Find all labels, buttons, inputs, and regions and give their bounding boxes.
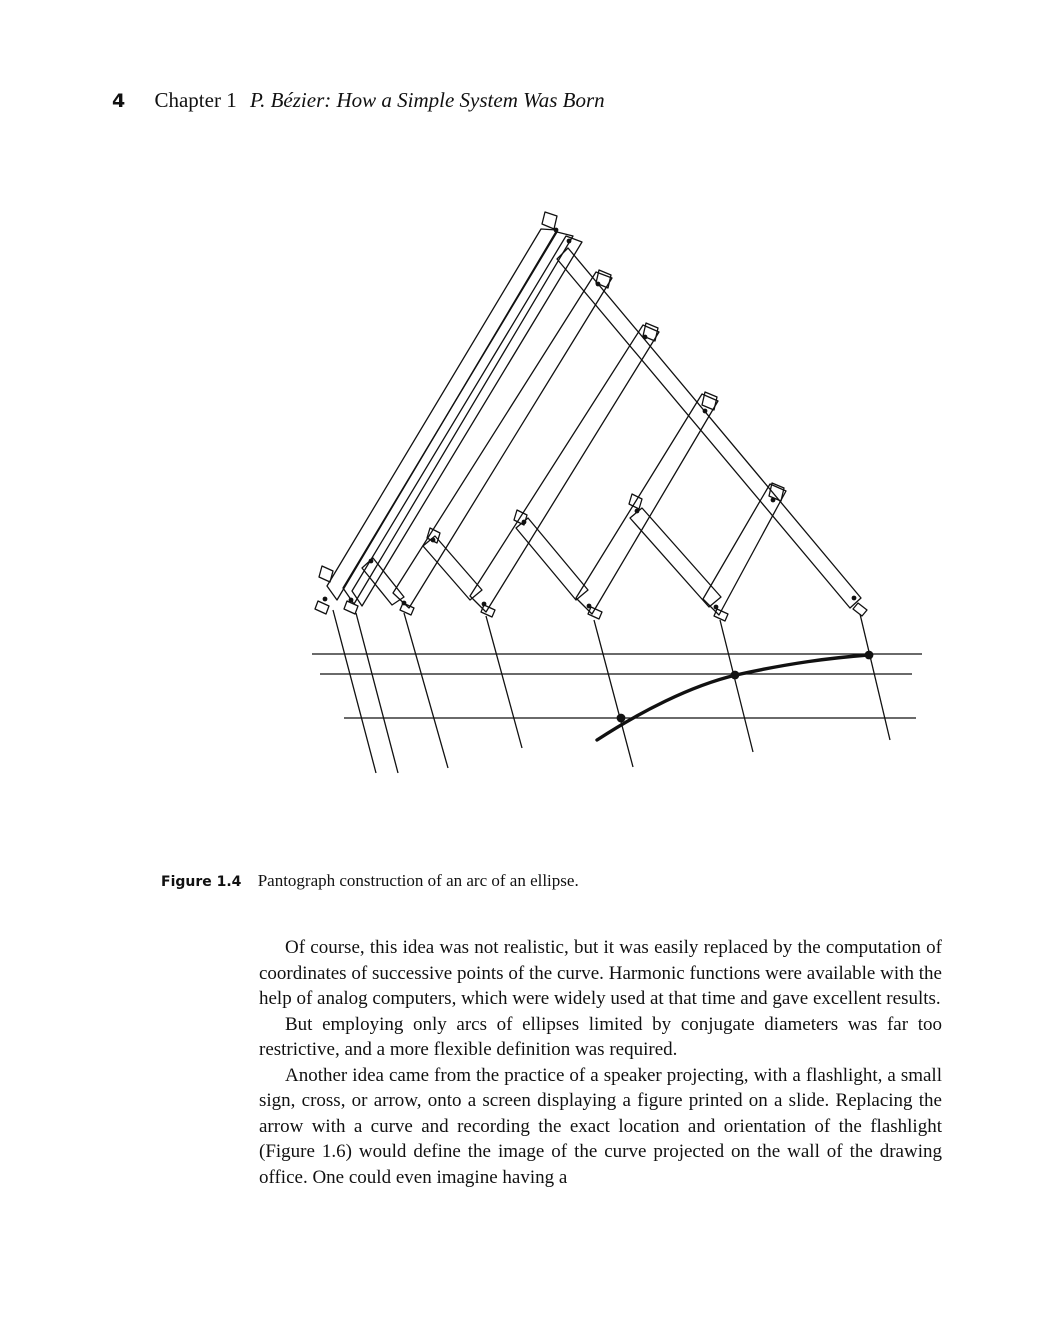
arc-point [865, 651, 874, 660]
projection-line [486, 616, 522, 748]
pantograph-link [516, 518, 588, 600]
hinge-dot [714, 605, 719, 610]
hinge-dot [703, 409, 708, 414]
pantograph-bar [576, 394, 718, 614]
hinge-dot [369, 559, 374, 564]
paragraph: But employing only arcs of ellipses limited by conjugate diameters was far too restrictive, and a more flexible definition was required. [259, 1013, 942, 1060]
projection-line [333, 610, 376, 773]
figure-caption-text: Pantograph construction of an arc of an ellipse. [257, 871, 579, 890]
bar-tab [344, 601, 358, 614]
projection-line [594, 620, 633, 767]
bar-tab [400, 603, 414, 615]
bar-tab [481, 605, 495, 617]
pantograph-figure [300, 200, 940, 800]
hinge-dot [643, 335, 648, 340]
arc-point [731, 671, 740, 680]
projection-line [404, 613, 448, 768]
hinge-dot [587, 604, 592, 609]
projection-line [860, 614, 890, 740]
hinge-dot [522, 520, 527, 525]
hinge-dot [482, 602, 487, 607]
hinge-dot [567, 239, 572, 244]
pantograph-drawing [300, 200, 940, 800]
bar-tab [315, 601, 329, 614]
hinge-dot [554, 228, 559, 233]
bar-tab [769, 483, 784, 501]
projection-line [356, 613, 398, 773]
hinge-dot [431, 538, 436, 543]
figure-caption [161, 871, 579, 891]
bar-tab [319, 566, 333, 582]
hinge-dot [852, 596, 857, 601]
chapter-title: P. Bézier: How a Simple System Was Born [249, 88, 605, 112]
page-number: 4 [112, 90, 126, 112]
running-head [112, 88, 605, 113]
pantograph-bar [470, 325, 659, 612]
bar-tab [542, 212, 557, 229]
hinge-dot [635, 509, 640, 514]
paragraph: Another idea came from the practice of a speaker projecting, with a flashlight, a small sign, cross, or arrow, onto a screen displaying a figure printed on a slide. Replacing the arrow with a curve and recording the exact location and orientation of the flashlight (Figure 1.6) would define the image of the curve projected on the wall of the drawing office. One could even imagine having a [259, 1064, 942, 1188]
hinge-dot [402, 601, 407, 606]
body-text [259, 935, 942, 1190]
bar-tab [714, 609, 728, 621]
chapter-label: Chapter 1 [154, 88, 237, 112]
paragraph: Of course, this idea was not realistic, but it was easily replaced by the computation of coordinates of successive points of the curve. Harmonic functions were available with the help of analog computers, which were widely used at that time and gave excellent results. [259, 937, 942, 1009]
projection-line [720, 620, 753, 752]
hinge-dot [771, 498, 776, 503]
hinge-dot [349, 598, 354, 603]
figure-label: Figure 1.4 [161, 874, 242, 890]
bar-tab [702, 392, 717, 410]
hinge-dot [323, 597, 328, 602]
pantograph-bar [703, 484, 786, 615]
hinge-dot [596, 282, 601, 287]
arc-point [617, 714, 626, 723]
